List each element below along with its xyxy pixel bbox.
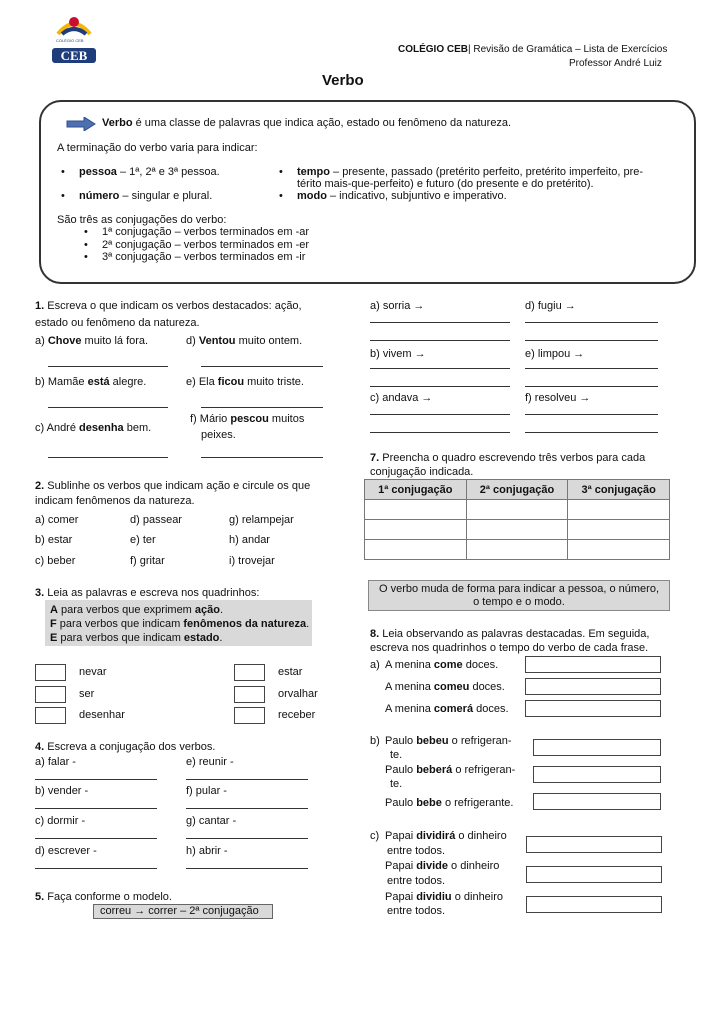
q4-item: b) vender - xyxy=(35,785,89,797)
q2-item[interactable]: b) estar xyxy=(35,534,73,546)
answer-line[interactable] xyxy=(370,368,510,369)
table-cell[interactable] xyxy=(365,520,467,540)
q3-word: ser xyxy=(79,688,95,700)
answer-box[interactable] xyxy=(526,866,662,883)
table-cell[interactable] xyxy=(568,500,670,520)
table-cell[interactable] xyxy=(365,500,467,520)
q2-item[interactable]: a) comer xyxy=(35,514,79,526)
q8-label-c: c) xyxy=(370,830,380,842)
q4-item: e) reunir - xyxy=(186,756,234,768)
conj-item: • 2ª conjugação – verbos terminados em -er xyxy=(102,239,309,252)
answer-line[interactable] xyxy=(35,868,157,869)
q8-sentence-cont: te. xyxy=(390,749,403,761)
school-logo xyxy=(48,12,100,64)
q7-instruction: 7. Preencha o quadro escrevendo três verbos para cada xyxy=(370,452,646,464)
table-cell[interactable] xyxy=(568,540,670,560)
answer-line[interactable] xyxy=(35,808,157,809)
q8-sentence-cont: entre todos. xyxy=(387,905,446,917)
bullet-pessoa: • pessoa – 1ª, 2ª e 3ª pessoa. xyxy=(79,166,220,179)
q8-sentence: A menina comerá doces. xyxy=(385,703,509,715)
q6-item: c) andava → xyxy=(370,392,433,404)
answer-box[interactable] xyxy=(525,656,661,673)
q6-item: b) vivem → xyxy=(370,348,426,360)
q1-item-e: e) Ela ficou muito triste. xyxy=(186,376,304,388)
answer-line[interactable] xyxy=(48,407,168,408)
legend-acao: A para verbos que exprimem ação. xyxy=(50,604,224,616)
q6-item: f) resolveu → xyxy=(525,392,591,404)
q6-item: d) fugiu → xyxy=(525,300,576,312)
table-cell[interactable] xyxy=(568,520,670,540)
answer-line[interactable] xyxy=(525,368,658,369)
q2-instruction-cont: indicam fenômenos da natureza. xyxy=(35,495,195,507)
answer-line[interactable] xyxy=(201,366,323,367)
answer-box[interactable] xyxy=(533,739,661,756)
q4-item: g) cantar - xyxy=(186,815,237,827)
q2-item[interactable]: i) trovejar xyxy=(229,555,275,567)
q2-instruction: 2. Sublinhe os verbos que indicam ação e circule os que xyxy=(35,480,311,492)
arrow-icon xyxy=(66,117,96,134)
conjugations-intro: São três as conjugações do verbo: xyxy=(57,214,227,226)
q4-item: c) dormir - xyxy=(35,815,86,827)
q1-item-f: f) Mário pescou muitos xyxy=(190,413,305,425)
header-subtitle: | Revisão de Gramática – Lista de Exercícios xyxy=(468,44,668,55)
table-header: 1ª conjugação xyxy=(365,480,467,500)
q3-word: nevar xyxy=(79,666,107,678)
answer-line[interactable] xyxy=(370,386,510,387)
conj-item: • 1ª conjugação – verbos terminados em -ar xyxy=(102,226,309,239)
answer-line[interactable] xyxy=(35,779,157,780)
table-cell[interactable] xyxy=(466,500,568,520)
answer-line[interactable] xyxy=(201,457,323,458)
q6-item: a) sorria → xyxy=(370,300,425,312)
q4-item: a) falar - xyxy=(35,756,76,768)
legend-estado: E para verbos que indicam estado. xyxy=(50,632,223,644)
q8-sentence: Papai divide o dinheiro xyxy=(385,860,500,872)
q1-item-b: b) Mamãe está alegre. xyxy=(35,376,147,388)
q7-instruction-cont: conjugação indicada. xyxy=(370,466,474,478)
q8-sentence: Papai dividirá o dinheiro xyxy=(385,830,507,842)
answer-box[interactable] xyxy=(526,896,662,913)
note-line: o tempo e o modo. xyxy=(473,596,565,608)
bullet-modo: • modo – indicativo, subjuntivo e imperativo. xyxy=(297,190,507,203)
answer-box[interactable] xyxy=(234,686,265,703)
q4-item: d) escrever - xyxy=(35,845,97,857)
q1-item-c: c) André desenha bem. xyxy=(35,422,152,434)
q1-item-f-cont: peixes. xyxy=(201,429,236,441)
answer-line[interactable] xyxy=(525,322,658,323)
q8-sentence: Paulo bebeu o refrigeran- xyxy=(385,735,512,747)
table-cell[interactable] xyxy=(466,540,568,560)
q8-label-b: b) xyxy=(370,735,380,747)
q1-instruction: 1. Escreva o que indicam os verbos destacados: ação, xyxy=(35,300,302,312)
logo-text: COLÉGIO CEB xyxy=(56,38,84,43)
bullet-tempo: • tempo – presente, passado (pretérito perfeito, pretérito imperfeito, pre- xyxy=(297,166,643,179)
header-school xyxy=(398,43,667,56)
teacher-name: Professor André Luiz xyxy=(569,58,662,69)
table-cell[interactable] xyxy=(365,540,467,560)
q8-sentence: Paulo beberá o refrigeran- xyxy=(385,764,516,776)
q1-instruction-cont: estado ou fenômeno da natureza. xyxy=(35,317,200,329)
q3-word: receber xyxy=(278,709,316,721)
q2-item[interactable]: f) gritar xyxy=(130,555,165,567)
answer-box[interactable] xyxy=(525,678,661,695)
answer-line[interactable] xyxy=(525,340,658,341)
answer-box[interactable] xyxy=(525,700,661,717)
answer-box[interactable] xyxy=(234,664,265,681)
verb-definition: Verbo é uma classe de palavras que indica ação, estado ou fenômeno da natureza. xyxy=(102,117,512,129)
answer-line[interactable] xyxy=(186,779,308,780)
q8-sentence: A menina comeu doces. xyxy=(385,681,505,693)
bullet-numero: • número – singular e plural. xyxy=(79,190,212,203)
answer-line[interactable] xyxy=(370,340,510,341)
termination-text: A terminação do verbo varia para indicar: xyxy=(57,142,258,154)
q2-item[interactable]: e) ter xyxy=(130,534,156,546)
q2-item[interactable]: d) passear xyxy=(130,514,182,526)
table-header: 2ª conjugação xyxy=(466,480,568,500)
q8-sentence-cont: te. xyxy=(390,778,403,790)
q2-item[interactable]: c) beber xyxy=(35,555,76,567)
q8-instruction: 8. Leia observando as palavras destacadas. Em seguida, xyxy=(370,628,650,640)
q6-item: e) limpou → xyxy=(525,348,585,360)
note-box xyxy=(368,580,670,611)
school-name: COLÉGIO CEB xyxy=(398,44,469,55)
answer-line[interactable] xyxy=(186,838,308,839)
q2-item[interactable]: h) andar xyxy=(229,534,270,546)
q1-item-a: a) Chove muito lá fora. xyxy=(35,335,149,347)
q4-item: f) pular - xyxy=(186,785,227,797)
q8-label-a: a) xyxy=(370,659,380,671)
q8-sentence: A menina come doces. xyxy=(385,659,499,671)
q8-sentence: Papai dividiu o dinheiro xyxy=(385,891,504,903)
answer-box[interactable] xyxy=(526,836,662,853)
answer-line[interactable] xyxy=(525,414,658,415)
answer-line[interactable] xyxy=(186,808,308,809)
answer-line[interactable] xyxy=(48,366,168,367)
q1-item-d: d) Ventou muito ontem. xyxy=(186,335,303,347)
table-header: 3ª conjugação xyxy=(568,480,670,500)
bullet-tempo-cont: térito mais-que-perfeito) e futuro (do presente e do pretérito). xyxy=(297,178,594,190)
answer-line[interactable] xyxy=(35,838,157,839)
q5-instruction: 5. Faça conforme o modelo. xyxy=(35,891,172,903)
q8-sentence-cont: entre todos. xyxy=(387,875,446,887)
answer-box[interactable] xyxy=(533,766,661,783)
answer-line[interactable] xyxy=(48,457,168,458)
legend-fenomeno: F para verbos que indicam fenômenos da natureza. xyxy=(50,618,310,630)
answer-line[interactable] xyxy=(370,414,510,415)
answer-box[interactable] xyxy=(35,686,66,703)
answer-line[interactable] xyxy=(525,386,658,387)
q3-word: orvalhar xyxy=(278,688,318,700)
q8-instruction-cont: escreva nos quadrinhos o tempo do verbo de cada frase. xyxy=(370,642,649,654)
answer-line[interactable] xyxy=(186,868,308,869)
q4-item: h) abrir - xyxy=(186,845,228,857)
q3-word: desenhar xyxy=(79,709,125,721)
answer-box[interactable] xyxy=(234,707,265,724)
q8-sentence-cont: entre todos. xyxy=(387,845,446,857)
svg-text:CEB: CEB xyxy=(60,48,88,63)
q3-word: estar xyxy=(278,666,303,678)
q8-sentence: Paulo bebe o refrigerante. xyxy=(385,797,514,809)
conjugation-table xyxy=(364,479,670,560)
q5-model: correu → correr – 2ª conjugação xyxy=(93,904,273,919)
answer-line[interactable] xyxy=(525,432,658,433)
answer-box[interactable] xyxy=(35,707,66,724)
q2-item[interactable]: g) relampejar xyxy=(229,514,294,526)
answer-box[interactable] xyxy=(35,664,66,681)
q4-instruction: 4. Escreva a conjugação dos verbos. xyxy=(35,741,216,753)
note-line: O verbo muda de forma para indicar a pessoa, o número, xyxy=(378,583,660,595)
answer-line[interactable] xyxy=(201,407,323,408)
page-title: Verbo xyxy=(322,72,364,89)
answer-line[interactable] xyxy=(370,432,510,433)
conj-item: • 3ª conjugação – verbos terminados em -ir xyxy=(102,251,305,264)
answer-line[interactable] xyxy=(370,322,510,323)
table-cell[interactable] xyxy=(466,520,568,540)
answer-box[interactable] xyxy=(533,793,661,810)
q3-instruction: 3. Leia as palavras e escreva nos quadrinhos: xyxy=(35,587,260,599)
